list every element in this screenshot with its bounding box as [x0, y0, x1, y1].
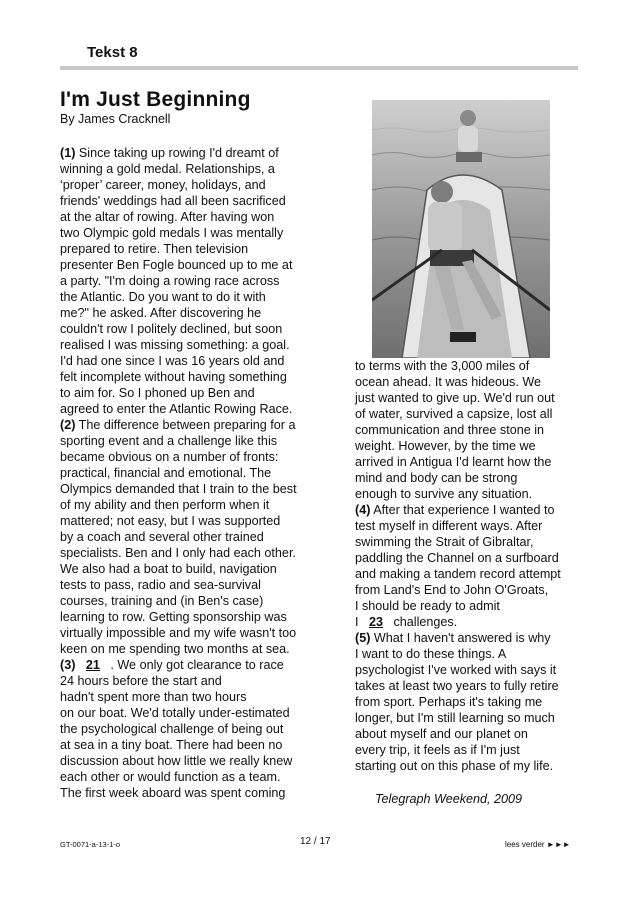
- rowing-boat-photo: [372, 100, 550, 358]
- paragraph-2-line: specialists. Ben and I only had each other.: [60, 546, 296, 560]
- paragraph-3-line: arrived in Antigua I'd learnt how the: [355, 455, 552, 469]
- paragraph-1-line: realised I was missing something: a goal.: [60, 338, 290, 352]
- page-number: 12 / 17: [300, 836, 331, 847]
- paragraph-4-line: swimming the Strait of Gibraltar,: [355, 535, 534, 549]
- paragraph-1-line: presenter Ben Fogle bounced up to me at: [60, 258, 293, 272]
- paragraph-3-line: to terms with the 3,000 miles of: [355, 359, 530, 373]
- paragraph-number: (4): [355, 503, 371, 517]
- paragraph-4-line: (4) After that experience I wanted to: [355, 503, 555, 517]
- paragraph-number: (1): [60, 146, 76, 160]
- continue-label: lees verder ►►►: [505, 840, 571, 849]
- paragraph-1-line: prepared to retire. Then television: [60, 242, 249, 256]
- paragraph-3-line: of water, survived a capsize, lost all: [355, 407, 553, 421]
- paragraph-1-line: I'd had one since I was 16 years old and: [60, 354, 285, 368]
- paragraph-3-line: at sea in a tiny boat. There had been no: [60, 738, 283, 752]
- paragraph-2-line: courses, training and (in Ben's case): [60, 594, 264, 608]
- paragraph-3-line: ocean ahead. It was hideous. We: [355, 375, 541, 389]
- paragraph-3-line: weight. However, by the time we: [355, 439, 536, 453]
- paragraph-1-line: ‘proper’ career, money, holidays, and: [60, 178, 266, 192]
- paragraph-1-line: agreed to enter the Atlantic Rowing Race.: [60, 402, 293, 416]
- article-column-left: [60, 145, 297, 801]
- paragraph-2-line: learning to row. Getting sponsorship was: [60, 610, 287, 624]
- paragraph-3-line: the psychological challenge of being out: [60, 722, 284, 736]
- paragraph-number: (3): [60, 658, 76, 672]
- paragraph-3-line: communication and three stone in: [355, 423, 545, 437]
- paragraph-3-line: each other or would function as a team.: [60, 770, 281, 784]
- paragraph-4-line: I should be ready to admit: [355, 599, 500, 613]
- paragraph-2-line: tests to pass, radio and sea-survival: [60, 578, 261, 592]
- paragraph-4-line: I 23 challenges.: [355, 615, 458, 629]
- paragraph-5-line: longer, but I'm still learning so much: [355, 711, 555, 725]
- paragraph-5-line: from sport. Perhaps it's taking me: [355, 695, 543, 709]
- paragraph-1-line: me?" he asked. After discovering he: [60, 306, 262, 320]
- gap-23-blank[interactable]: 23: [368, 615, 383, 629]
- article-byline: By James Cracknell: [60, 112, 171, 126]
- paragraph-2-line: by a coach and several other trained: [60, 530, 264, 544]
- paragraph-5-line: starting out on this phase of my life.: [355, 759, 554, 773]
- paragraph-3-line: discussion about how little we really knew: [60, 754, 293, 768]
- article-title: I'm Just Beginning: [60, 88, 251, 111]
- paragraph-2-line: virtually impossible and my wife wasn't too: [60, 626, 297, 640]
- paragraph-5-line: about myself and our planet on: [355, 727, 528, 741]
- paragraph-4-line: paddling the Channel on a surfboard: [355, 551, 559, 565]
- paragraph-2-line: practical, financial and emotional. The: [60, 466, 272, 480]
- paragraph-3-line: enough to survive any situation.: [355, 487, 533, 501]
- paragraph-3-line: hadn't spent more than two hours: [60, 690, 247, 704]
- paragraph-2-line: We also had a boat to build, navigation: [60, 562, 277, 576]
- article-source: Telegraph Weekend, 2009: [375, 792, 523, 806]
- text-number-label: Tekst 8: [87, 44, 138, 61]
- paragraph-2-line: of my ability and then perform when it: [60, 498, 270, 512]
- header-rule: [60, 66, 578, 70]
- paragraph-4-line: test myself in different ways. After: [355, 519, 543, 533]
- paragraph-1-line: two Olympic gold medals I was mentally: [60, 226, 284, 240]
- paragraph-4-line: and making a tandem record attempt: [355, 567, 561, 581]
- paragraph-3-line: (3) 21 . We only got clearance to race: [60, 658, 284, 672]
- paragraph-3-line: 24 hours before the start and: [60, 674, 222, 688]
- paragraph-1-line: felt incomplete without having something: [60, 370, 287, 384]
- paragraph-3-line: mind and body can be strong: [355, 471, 518, 485]
- paragraph-5-line: (5) What I haven't answered is why: [355, 631, 551, 645]
- paragraph-2-line: became obvious on a number of fronts:: [60, 450, 279, 464]
- paragraph-1-line: a party. "I'm doing a rowing race across: [60, 274, 280, 288]
- paragraph-1-line: couldn't row I politely declined, but soon: [60, 322, 283, 336]
- paragraph-2-line: (2) The difference between preparing for a: [60, 418, 296, 432]
- paragraph-3-line: The first week aboard was spent coming: [60, 786, 286, 800]
- paragraph-3-line: just wanted to give up. We'd run out: [355, 391, 555, 405]
- paragraph-number: (2): [60, 418, 76, 432]
- paragraph-5-line: psychologist I've worked with says it: [355, 663, 557, 677]
- paragraph-2-line: mattered; not easy, but I was supported: [60, 514, 281, 528]
- paragraph-2-line: sporting event and a challenge like this: [60, 434, 278, 448]
- paragraph-1-line: at the altar of rowing. After having won: [60, 210, 275, 224]
- article-column-right: [355, 358, 561, 774]
- paragraph-3-line: on our boat. We'd totally under-estimated: [60, 706, 290, 720]
- paragraph-1-line: the Atlantic. Do you want to do it with: [60, 290, 266, 304]
- paragraph-1-line: to aim for. So I phoned up Ben and: [60, 386, 255, 400]
- gap-21-blank[interactable]: 21: [85, 658, 100, 672]
- paragraph-5-line: takes at least two years to fully retire: [355, 679, 559, 693]
- paragraph-number: (5): [355, 631, 371, 645]
- paragraph-1-line: friends' weddings had all been sacrificed: [60, 194, 286, 208]
- paragraph-2-line: keen on me spending two months at sea.: [60, 642, 290, 656]
- paragraph-2-line: Olympics demanded that I train to the best: [60, 482, 297, 496]
- paragraph-5-line: every trip, it feels as if I'm just: [355, 743, 520, 757]
- paragraph-5-line: I want to do these things. A: [355, 647, 507, 661]
- exam-code: GT-0071-a-13-1-o: [60, 840, 121, 849]
- paragraph-1-line: (1) Since taking up rowing I'd dreamt of: [60, 146, 279, 160]
- paragraph-4-line: from Land's End to John O'Groats,: [355, 583, 549, 597]
- paragraph-1-line: winning a gold medal. Relationships, a: [60, 162, 275, 176]
